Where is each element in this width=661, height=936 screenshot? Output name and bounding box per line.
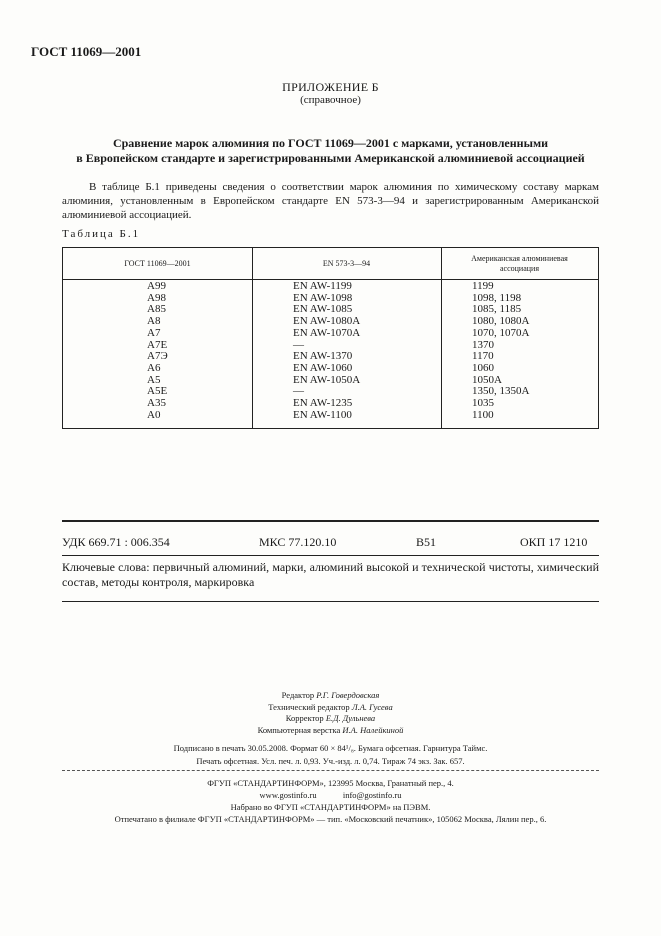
table-cell: А85 (147, 303, 166, 316)
table-cell: EN AW-1235 (293, 397, 353, 410)
publisher-site[interactable]: www.gostinfo.ru (259, 790, 317, 800)
column-gost (147, 281, 168, 421)
keywords: Ключевые слова: первичный алюминий, марки, алюминий высокой и технической чистоты, химический состав, методы контроля, маркировка (62, 560, 599, 589)
table-cell: 1199 (472, 280, 494, 292)
table-cell: 1070, 1070A (472, 326, 530, 339)
table-cell: А6 (147, 361, 161, 374)
divider-line (62, 520, 599, 522)
credit-role: Корректор (285, 713, 324, 723)
table-cell: — (293, 338, 304, 351)
credit-name: Р.Г. Говердовская (316, 690, 380, 700)
typeset-info: Набрано во ФГУП «СТАНДАРТИНФОРМ» на ПЭВМ. (230, 802, 431, 812)
table-cell: 1035 (472, 397, 494, 410)
publisher-email[interactable]: info@gostinfo.ru (342, 790, 402, 800)
table-cell: 1100 (472, 408, 494, 421)
credit-name: Е.Д. Дульнева (325, 713, 376, 723)
table-cell: EN AW-1098 (293, 291, 353, 304)
appendix-subtitle: (справочное) (300, 94, 361, 106)
appendix-title: ПРИЛОЖЕНИЕ Б (282, 80, 379, 94)
table-cell: 1170 (472, 350, 494, 363)
table-cell: 1050A (472, 373, 502, 386)
udk-code: УДК 669.71 : 006.354 (62, 535, 170, 549)
okp-code: ОКП 17 1210 (520, 535, 588, 549)
credit-role: Технический редактор (268, 701, 350, 712)
table-cell: EN AW-1070A (293, 326, 361, 339)
print-info-1: Подписано в печать 30.05.2008. Формат 60 × 84¹/₈. Бумага офсетная. Гарнитура Таймс. (173, 743, 488, 753)
credit-name: Л.А. Гусева (351, 701, 393, 712)
header-aa: Американская алюминиевая ассоциация (471, 253, 568, 273)
intro-text: В таблице Б.1 приведены сведения о соответствии марок алюминия по химическому составу маркам алюминия, установленным в Европейском стандарте EN 573-3—94 и зарегистрированным Американской алюминиевой ассоциацией. (62, 181, 599, 221)
publisher-address: ФГУП «СТАНДАРТИНФОРМ», 123995 Москва, Гранатный пер., 4. (207, 778, 454, 788)
credit-line (0, 690, 661, 702)
table-cell: А99 (147, 280, 166, 292)
credit-line (0, 725, 661, 737)
dashed-divider (62, 770, 599, 771)
table-cell: EN AW-1080A (293, 315, 361, 328)
header-gost: ГОСТ 11069—2001 (124, 258, 191, 268)
table-cell: А8 (147, 315, 161, 328)
comparison-table (62, 247, 599, 429)
table-cell: А35 (147, 397, 166, 410)
table-caption: Таблица Б.1 (62, 228, 141, 240)
column-en (293, 281, 360, 421)
table-cell: А98 (147, 291, 166, 304)
table-cell: 1060 (472, 361, 494, 374)
credit-name: И.А. Налейкиной (342, 724, 404, 735)
table-cell: А5Е (147, 385, 168, 398)
table-cell: EN AW-1100 (293, 408, 352, 421)
table-cell: А5 (147, 373, 161, 386)
mks-code: МКС 77.120.10 (259, 535, 337, 549)
table-cell: 1098, 1198 (472, 291, 522, 304)
table-cell: EN AW-1050A (293, 373, 361, 386)
table-cell: А7Э (147, 350, 168, 363)
section-heading-line-2: в Европейском стандарте и зарегистрированными Американской алюминиевой ассоциацией (76, 151, 585, 165)
table-cell: EN AW-1060 (293, 361, 353, 374)
divider-line (62, 555, 599, 556)
column-aa (472, 281, 529, 421)
section-heading (0, 136, 661, 166)
credit-line (0, 713, 661, 725)
section-heading-line-1: Сравнение марок алюминия по ГОСТ 11069—2001 с марками, установленными (112, 136, 549, 150)
class-code: В51 (416, 535, 437, 549)
table-cell: 1085, 1185 (472, 303, 522, 316)
publisher-contacts (0, 790, 661, 802)
credit-role: Редактор (281, 690, 315, 700)
table-cell: 1350, 1350A (472, 385, 530, 398)
print-info-2: Печать офсетная. Усл. печ. л. 0,93. Уч.-изд. л. 0,74. Тираж 74 экз. Зак. 657. (196, 756, 465, 766)
table-cell: А0 (147, 408, 161, 421)
header-en: EN 573-3—94 (322, 258, 371, 268)
table-cell: EN AW-1199 (293, 280, 352, 292)
divider-line (62, 601, 599, 602)
table-cell: А7Е (147, 338, 168, 351)
document-id: ГОСТ 11069—2001 (31, 44, 142, 59)
intro-paragraph (62, 180, 599, 222)
table-cell: EN AW-1370 (293, 350, 353, 363)
table-cell: — (293, 385, 304, 398)
table-cell: 1080, 1080A (472, 315, 530, 328)
table-cell: А7 (147, 326, 161, 339)
table-cell: 1370 (472, 338, 494, 351)
printing-info: Отпечатано в филиале ФГУП «СТАНДАРТИНФОРМ» — тип. «Московский печатник», 105062 Москва, Лялин пер., 6. (114, 814, 547, 824)
credits-block (0, 690, 661, 736)
credit-line (0, 702, 661, 714)
table-cell: EN AW-1085 (293, 303, 353, 316)
credit-role: Компьютерная верстка (257, 724, 341, 735)
